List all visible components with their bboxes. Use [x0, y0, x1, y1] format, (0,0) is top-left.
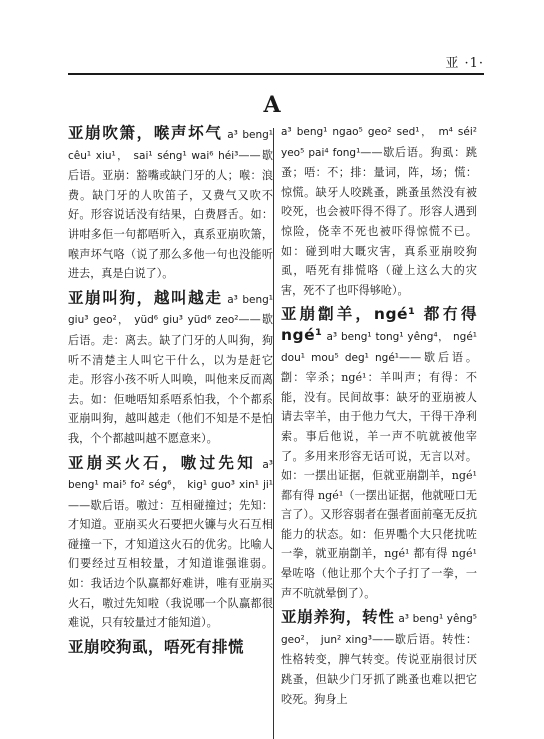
- dictionary-entry: [68, 289, 273, 449]
- dictionary-entry: [281, 305, 477, 603]
- definition: ——歇后语。狗虱：跳蚤；唔：不；排：量词，阵，场；慌：惊慌。缺牙人咬跳蚤，跳蚤虽然没有被咬死，也会被吓得不得了。形容人遇到惊险，侥幸不死也被吓得惊慌不已。如：碰到咁大嘅灾害，真系亚崩咬狗虱，唔死有排慌咯（碰上这么大的灾害，死不了也吓得够呛）。: [281, 145, 477, 297]
- dictionary-entry: [68, 454, 273, 633]
- pinyin: a³ beng¹ yêng⁵ geo²， jun² xing³: [281, 613, 477, 646]
- pinyin: a³ beng¹ tong¹ yêng⁴， ngé¹ dou¹ mou⁵ deg¹ ngé¹: [281, 330, 477, 364]
- section-letter: A: [263, 92, 281, 118]
- header-rule: [68, 73, 484, 75]
- right-column: [281, 122, 477, 714]
- left-column: [68, 124, 273, 663]
- headword: 亚崩叫狗，越叫越走: [68, 288, 223, 307]
- pinyin: a³ beng¹ ngao⁵ geo² sed¹， m⁴ séi² yeo⁵ pai⁴ fong¹: [281, 126, 477, 159]
- column-divider: [273, 128, 274, 739]
- definition: ——歇后语。转性：性格转变，脾气转变。传说亚崩很讨厌跳蚤，但缺少门牙抓了跳蚤也难以把它咬死。狗身上: [281, 632, 477, 706]
- headword: 亚崩劏羊，ngé¹ 都冇得 ngé¹: [281, 305, 477, 344]
- pinyin: a³ beng¹ mai⁵ fo² ség⁶， kig¹ guo³ xin¹ ji¹: [68, 458, 273, 492]
- definition: ——歇后语。嗷过：互相碰撞过；先知：才知道。亚崩买火石要把火镰与火石互相碰撞一下，才知道这火石的优劣。比喻人们要经过互相较量，才知道谁强谁弱。如：我话边个队赢都好难讲，唯有亚崩买火石，嗷过先知啦（我说哪一个队赢都很难说，只有较量过才能知道）。: [68, 498, 273, 630]
- running-head: 亚 ·1·: [445, 56, 484, 71]
- definition: ——歇后语。劏：宰杀；ngé¹：羊叫声；有得：不能，没有。民间故事：缺牙的亚崩被人请去宰羊，由于他力气大，干得干净利索。事后他说，羊一声不吭就被他宰了。多用来形容无话可说，无言以对。如：一摆出证据，佢就亚崩劏羊，ngé¹ 都有得 ngé¹（一摆出证据，他就哑口无言了）。又形容弱者在强者面前毫无反抗能力的状态。如：佢畀嚸个大只佬扰咗一拳，就亚崩劏羊，ngé¹ 都有得 ngé¹晕咗咯（他让那个大个子打了一拳，一声不吭就晕倒了）。: [281, 350, 477, 600]
- dictionary-entry: [68, 124, 273, 284]
- headword: 亚崩买火石，嗷过先知: [68, 453, 256, 472]
- dictionary-entry: [68, 638, 273, 659]
- definition: ——歇后语。走：离去。缺了门牙的人叫狗，狗听不清楚主人叫它干什么，以为是赶它走。形容小孩不听人叫唤，叫他来反而离去。如：佢哋唔知系唔系怕我，个个都系亚崩叫狗，越叫越走（他们不知是不是怕我，个个都越叫越不愿意来）。: [68, 313, 273, 445]
- headword: 亚崩咬狗虱，唔死有排慌: [68, 637, 245, 656]
- headword: 亚崩吹箫，喉声坏气: [68, 124, 223, 142]
- entry-continuation: [281, 122, 477, 300]
- pinyin: a³ beng¹ cêu¹ xiu¹， sai¹ séng¹ wai⁶ héi³: [68, 129, 273, 162]
- headword: 亚崩养狗，转性: [281, 608, 395, 627]
- pinyin: a³ beng¹ giu³ geo²， yüd⁶ giu³ yüd⁶ zeo²: [68, 293, 273, 327]
- dictionary-entry: [281, 608, 477, 709]
- definition: ——歇后语。亚崩：豁嘴或缺门牙的人；喉：浪费。缺门牙的人吹笛子，又费气又吹不好。形容说话没有结果，白费唇舌。如：讲咁多佢一句都唔听入，真系亚崩吹箫，喉声坏气咯（说了那么多他一句也没能听进去，真是白说了）。: [68, 148, 273, 281]
